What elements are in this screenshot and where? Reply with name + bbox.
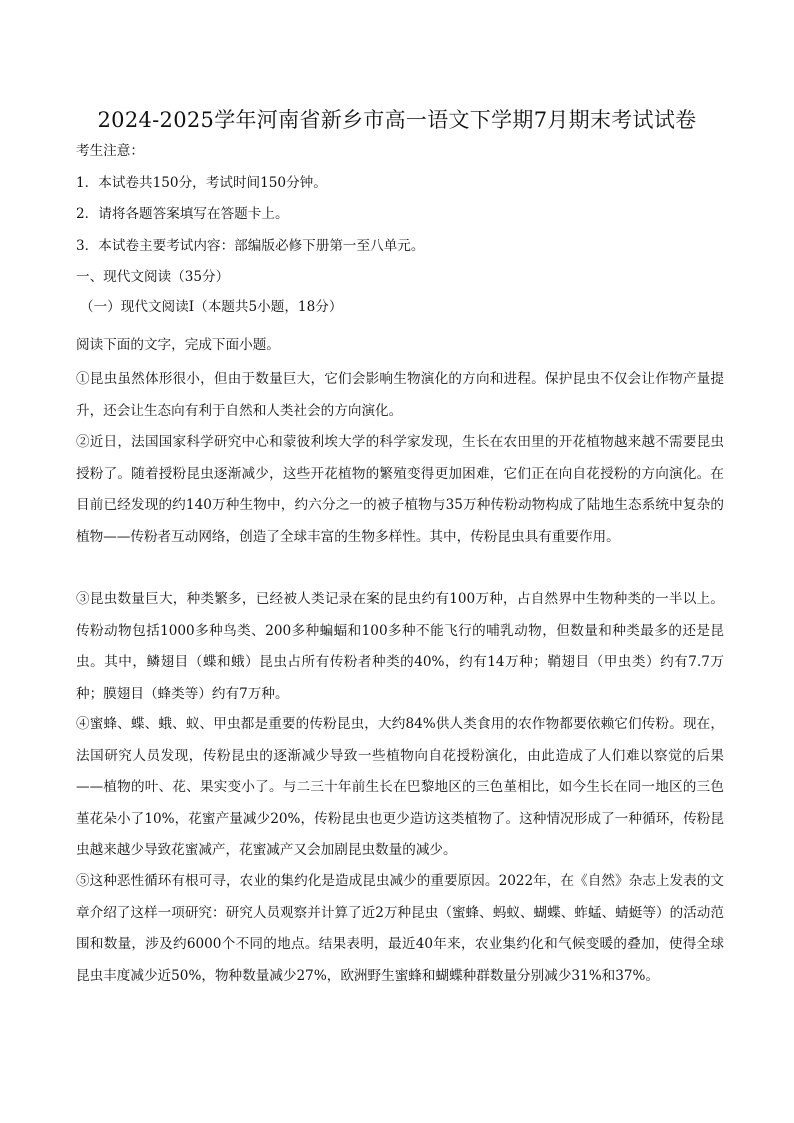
reading-instruction: 阅读下面的文字，完成下面小题。 (76, 337, 280, 353)
paragraph-3: ③昆虫数量巨大，种类繁多，已经被人类记录在案的昆虫约有100万种，占自然界中生物种类的一半以上。传粉动物包括1000多种鸟类、200多种蝙蝠和100多种不能飞行的哺乳动物，但数量和种类最多的还是昆虫。其中，鳞翅目（蝶和蛾）昆虫占所有传粉者种类的40%，约有14万种；鞘翅目（甲虫类）约有7.7万种；膜翅目（蜂类等）约有7万种。 (76, 591, 724, 702)
paragraph-4: ④蜜蜂、蝶、蛾、蚁、甲虫都是重要的传粉昆虫，大约84%供人类食用的农作物都要依赖它们传粉。现在，法国研究人员发现，传粉昆虫的逐渐减少导致一些植物向自花授粉演化，由此造成了人们难以察觉的后果——植物的叶、花、果实变小了。与二三十年前生长在巴黎地区的三色堇相比，如今生长在同一地区的三色堇花朵小了10%，花蜜产量减少20%，传粉昆虫也更少造访这类植物了。这种情况形成了一种循环，传粉昆虫越来越少导致花蜜减产，花蜜减产又会加剧昆虫数量的减少。 (76, 716, 724, 859)
notice-item-2: 2．请将各题答案填写在答题卡上。 (76, 206, 289, 222)
notice-item-3: 3．本试卷主要考试内容：部编版必修下册第一至八单元。 (76, 238, 425, 254)
document-title: 2024-2025学年河南省新乡市高一语文下学期7月期末考试试卷 (97, 108, 697, 132)
paragraph-2: ②近日，法国国家科学研究中心和蒙彼利埃大学的科学家发现，生长在农田里的开花植物越来越不需要昆虫授粉了。随着授粉昆虫逐渐减少，这些开花植物的繁殖变得更加困难，它们正在向自花授粉的方向演化。在目前已经发现的约140万种生物中，约六分之一的被子植物与35万种传粉动物构成了陆地生态系统中复杂的植物——传粉者互动网络，创造了全球丰富的生物多样性。其中，传粉昆虫具有重要作用。 (76, 434, 724, 545)
paragraph-5: ⑤这种恶性循环有根可寻，农业的集约化是造成昆虫减少的重要原因。2022年，在《自然》杂志上发表的文章介绍了这样一项研究：研究人员观察并计算了近2万种昆虫（蜜蜂、蚂蚁、蝴蝶、蚱蜢、蜻蜓等）的活动范围和数量，涉及约6000个不同的地点。结果表明，最近40年来，农业集约化和气候变暖的叠加，使得全球昆虫丰度减少近50%，物种数量减少27%，欧洲野生蜜蜂和蝴蝶种群数量分别减少31%和37%。 (76, 873, 724, 984)
notice-item-1: 1．本试卷共150分，考试时间150分钟。 (76, 175, 327, 191)
notice-heading: 考生注意： (76, 143, 144, 159)
subsection-heading: （一）现代文阅读Ⅰ（本题共5小题，18分） (80, 299, 343, 315)
paragraph-1: ①昆虫虽然体形很小，但由于数量巨大，它们会影响生物演化的方向和进程。保护昆虫不仅会让作物产量提升，还会让生态向有利于自然和人类社会的方向演化。 (76, 371, 724, 419)
section-heading: 一、现代文阅读（35分） (76, 269, 230, 285)
